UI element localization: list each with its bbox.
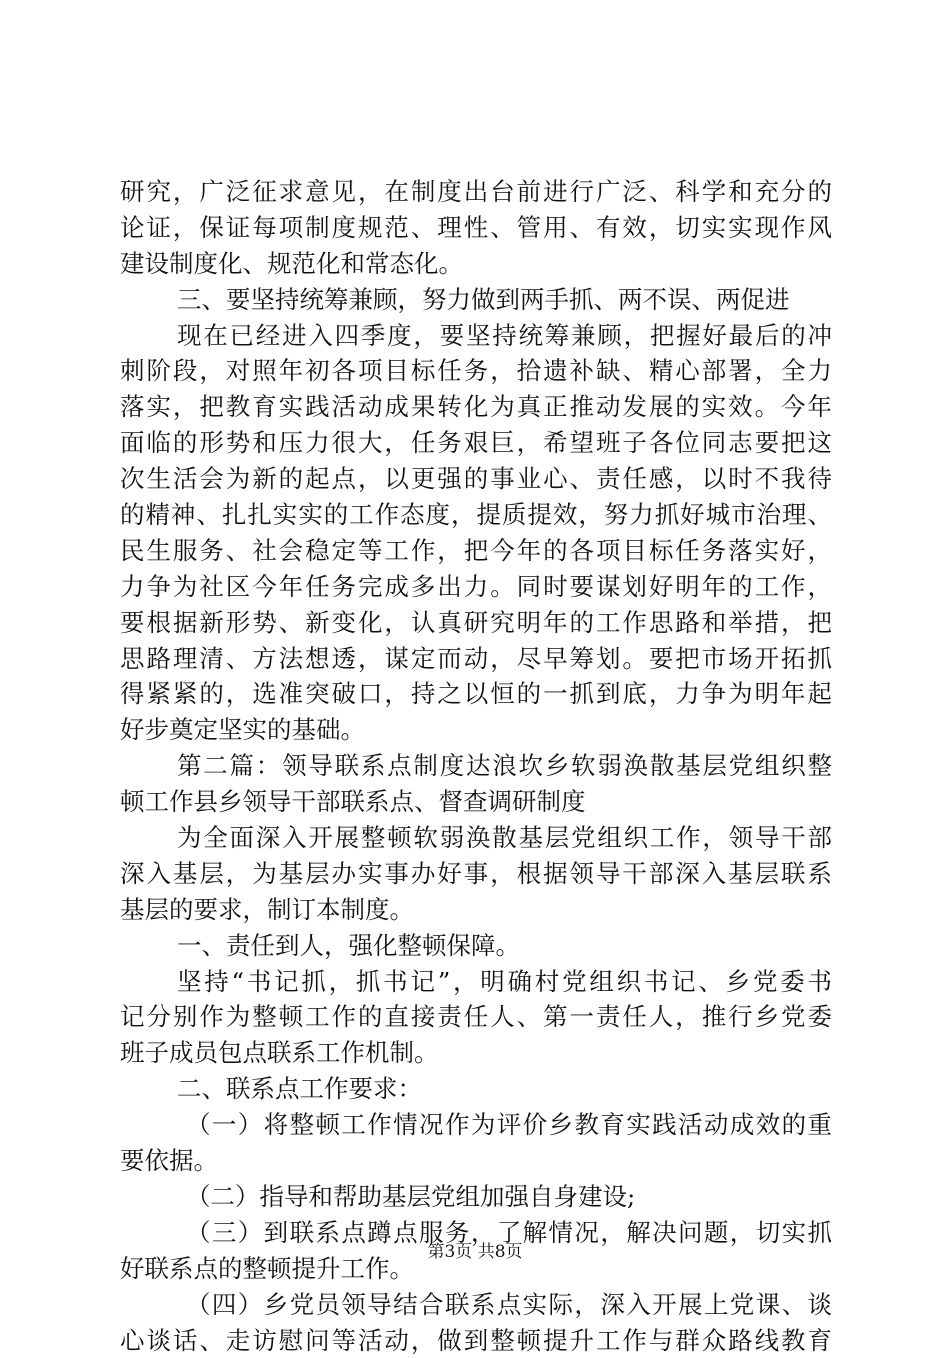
text-line: 民生服务、社会稳定等工作，把今年的各项目标任务落实好， — [120, 533, 832, 569]
text-line: 的精神、扎扎实实的工作态度，提质提效，努力抓好城市治理、 — [120, 497, 832, 533]
text-line: 论证，保证每项制度规范、理性、管用、有效，切实实现作风 — [120, 210, 832, 246]
text-line: 基层的要求，制订本制度。 — [120, 892, 832, 928]
section-heading: 二、联系点工作要求： — [120, 1071, 832, 1107]
text-line: 记分别作为整顿工作的直接责任人、第一责任人，推行乡党委 — [120, 999, 832, 1035]
text-line: 班子成员包点联系工作机制。 — [120, 1035, 832, 1071]
list-item: （四）乡党员领导结合联系点实际，深入开展上党课、谈 — [120, 1287, 832, 1323]
list-item: （二）指导和帮助基层党组加强自身建设; — [120, 1179, 832, 1215]
text-line: 现在已经进入四季度，要坚持统筹兼顾，把握好最后的冲 — [120, 318, 832, 354]
section-heading: 一、责任到人，强化整顿保障。 — [120, 928, 832, 964]
text-line: 要根据新形势、新变化，认真研究明年的工作思路和举措，把 — [120, 605, 832, 641]
page-number: 第3页 共8页 — [0, 1241, 950, 1263]
text-line: 好联系点的整顿提升工作。 — [120, 1251, 832, 1287]
list-item: （一）将整顿工作情况作为评价乡教育实践活动成效的重 — [120, 1107, 832, 1143]
text-line: 落实，把教育实践活动成果转化为真正推动发展的实效。今年 — [120, 389, 832, 425]
text-line: 研究，广泛征求意见，在制度出台前进行广泛、科学和充分的 — [120, 174, 832, 210]
text-line: 坚持“书记抓，抓书记”，明确村党组织书记、乡党委书 — [120, 964, 832, 1000]
document-body — [120, 174, 832, 1358]
text-line: 为全面深入开展整顿软弱涣散基层党组织工作，领导干部 — [120, 820, 832, 856]
text-line: 深入基层，为基层办实事办好事，根据领导干部深入基层联系 — [120, 856, 832, 892]
text-line: 得紧紧的，选准突破口，持之以恒的一抓到底，力争为明年起 — [120, 676, 832, 712]
section-heading: 三、要坚持统筹兼顾，努力做到两手抓、两不误、两促进 — [120, 282, 832, 318]
text-line: 心谈话、走访慰问等活动，做到整顿提升工作与群众路线教育 — [120, 1323, 832, 1358]
text-line: 次生活会为新的起点，以更强的事业心、责任感，以时不我待 — [120, 461, 832, 497]
chapter-title: 第二篇：领导联系点制度达浪坎乡软弱涣散基层党组织整 — [120, 748, 832, 784]
text-line: 建设制度化、规范化和常态化。 — [120, 246, 832, 282]
text-line: 刺阶段，对照年初各项目标任务，拾遗补缺、精心部署，全力 — [120, 353, 832, 389]
text-line: 要依据。 — [120, 1143, 832, 1179]
chapter-title: 顿工作县乡领导干部联系点、督查调研制度 — [120, 784, 832, 820]
text-line: 思路理清、方法想透，谋定而动，尽早筹划。要把市场开拓抓 — [120, 641, 832, 677]
text-line: 好步奠定坚实的基础。 — [120, 712, 832, 748]
text-line: 面临的形势和压力很大，任务艰巨，希望班子各位同志要把这 — [120, 425, 832, 461]
text-line: 力争为社区今年任务完成多出力。同时要谋划好明年的工作， — [120, 569, 832, 605]
list-item: （三）到联系点蹲点服务，了解情况，解决问题，切实抓 — [120, 1215, 832, 1251]
